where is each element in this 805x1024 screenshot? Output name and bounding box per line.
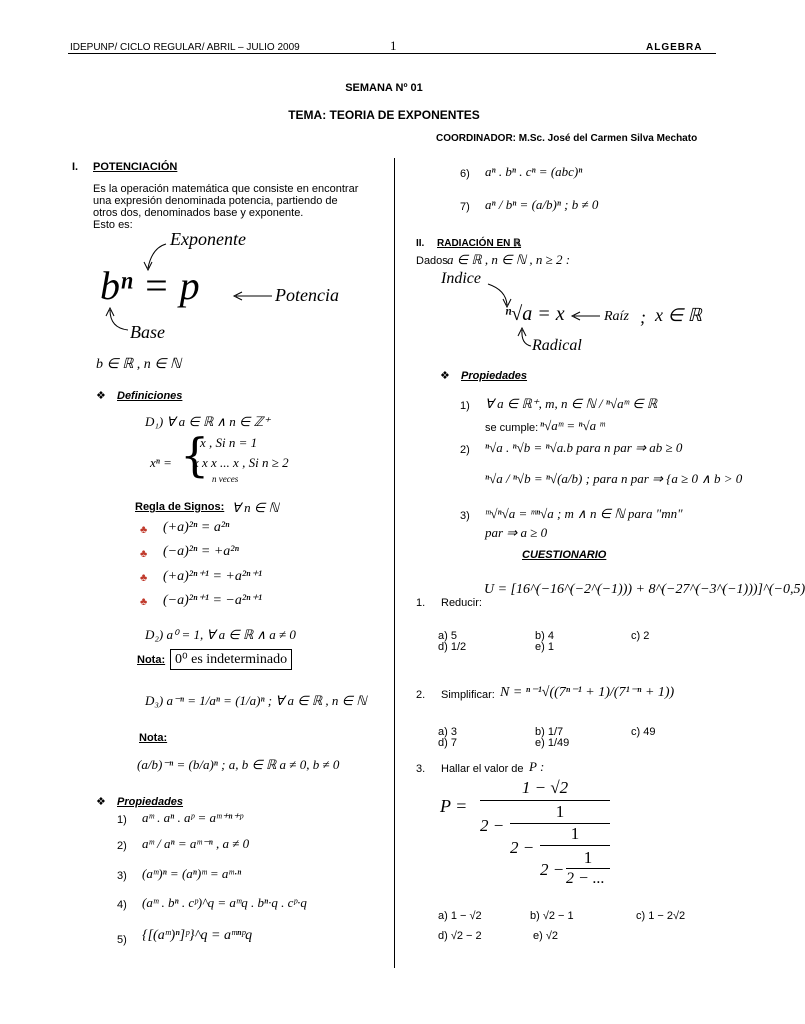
nota2-label: Nota: [139, 732, 168, 744]
definitions-bullet-icon: ❖ [96, 390, 106, 402]
sign-bullet-icon: ♣ [140, 548, 148, 560]
section2-number: II. [416, 238, 425, 249]
radical-prop-2a: ⁿ√a . ⁿ√b = ⁿ√a.b para n par ⇒ ab ≥ 0 [485, 440, 683, 455]
domain-b-n: b ∈ ℝ , n ∈ ℕ [96, 357, 182, 372]
d1-under-label: n veces [212, 474, 239, 484]
label-base: Base [130, 322, 165, 342]
section1-number: I. [72, 161, 79, 173]
q3-option-a: a) 1 − √2 [438, 910, 482, 922]
q1-number: 1. [416, 597, 426, 609]
q2-text: Simplificar: [441, 689, 495, 701]
header-course: IDEPUNP/ CICLO REGULAR/ ABRIL – JULIO 2009 [70, 42, 300, 53]
q3-variable: P : [529, 759, 545, 774]
prop-5-number: 5) [117, 934, 127, 946]
props-label: Propiedades [117, 796, 184, 808]
d1-case-2: x x x ... x , Si n ≥ 2 [193, 455, 289, 470]
nota-box: 0⁰ es indeterminado [170, 649, 292, 670]
prop-1-number: 1) [117, 814, 127, 826]
props-bullet-icon: ❖ [96, 796, 106, 808]
root-semicolon: ; [640, 307, 646, 327]
radical-props-label: Propiedades [461, 370, 528, 382]
nota2-formula: (a/b)⁻ⁿ = (b/a)ⁿ ; a, b ∈ ℝ a ≠ 0, b ≠ 0 [137, 757, 340, 772]
sign-bullet-icon: ♣ [140, 572, 148, 584]
q3-number: 3. [416, 763, 426, 775]
radical-props-bullet-icon: ❖ [440, 370, 450, 382]
q2-option-d: d) 7 [438, 737, 457, 749]
intro-line-3: otros dos, denominados base y exponente. [93, 207, 304, 219]
q1-option-e: e) 1 [535, 641, 554, 653]
radical-prop-1b-label: se cumple: [485, 422, 539, 434]
q2-expression: N = ⁿ⁻¹√((7ⁿ⁻¹ + 1)/(7¹⁻ⁿ + 1)) [500, 685, 675, 700]
q2-option-c: c) 49 [631, 726, 656, 738]
radical-prop-1b: ⁿ√aᵐ = ⁿ√a ᵐ [540, 418, 605, 433]
sign-rule-4: (−a)²ⁿ⁺¹ = −a²ⁿ⁺¹ [163, 593, 263, 608]
definitions-label: Definiciones [117, 390, 183, 402]
signs-label: Regla de Signos: [135, 501, 225, 513]
main-power-formula: bⁿ = p [100, 263, 200, 308]
label-raiz: Raíz [604, 309, 629, 324]
q3-option-d: d) √2 − 2 [438, 930, 482, 942]
q2-option-b: b) 1/7 [535, 726, 564, 738]
prop-7-number: 7) [460, 201, 470, 213]
prop-2-number: 2) [117, 840, 127, 852]
intro-line-2: una expresión denominada potencia, partiendo de [93, 195, 338, 207]
q2-number: 2. [416, 689, 426, 701]
section2-heading: RADIACIÓN EN ℝ [437, 238, 522, 249]
d2-definition: D₂) a⁰ = 1, ∀ a ∈ ℝ ∧ a ≠ 0 [145, 627, 296, 642]
q2-option-e: e) 1/49 [535, 737, 570, 749]
prop-4-formula: (aᵐ . bⁿ . cᵖ)^q = aᵐq . bⁿ·q . cᵖ·q [142, 895, 307, 910]
label-indice: Indice [441, 270, 481, 287]
prop-2-formula: aᵐ / aⁿ = aᵐ⁻ⁿ , a ≠ 0 [142, 836, 250, 851]
cuestionario-heading: CUESTIONARIO [522, 549, 607, 561]
sign-rule-1: (+a)²ⁿ = a²ⁿ [163, 520, 230, 535]
dados-label: Dados [416, 255, 448, 267]
header-subject: ALGEBRA [646, 42, 703, 53]
prop-1-formula: aᵐ . aⁿ . aᵖ = aᵐ⁺ⁿ⁺ᵖ [142, 810, 243, 825]
q3-continued-fraction: P = 1 − √2 2 − 1 2 − 1 2 − 1 2 − ... [440, 778, 620, 896]
label-potencia: Potencia [275, 285, 339, 305]
q1-text: Reducir: [441, 597, 482, 609]
q1-expression: U = [16^(−16^(−2^(−1))) + 8^(−27^(−3^(−1)))]^(−0,5) [484, 582, 805, 597]
prop-3-number: 3) [117, 870, 127, 882]
root-formula: ⁿ√a = x [505, 303, 565, 325]
prop-4-number: 4) [117, 899, 127, 911]
sign-rule-3: (+a)²ⁿ⁺¹ = +a²ⁿ⁺¹ [163, 569, 263, 584]
d1-condition: D₁) ∀ a ∈ ℝ ∧ n ∈ ℤ⁺ [145, 414, 271, 429]
dados-expr: a ∈ ℝ , n ∈ ℕ , n ≥ 2 : [447, 252, 571, 267]
radical-prop-3: ᵐ√ⁿ√a = ᵐⁿ√a ; m ∧ n ∈ ℕ para "mn" [485, 506, 683, 521]
prop-6-formula: aⁿ . bⁿ . cⁿ = (abc)ⁿ [485, 164, 583, 179]
radical-prop-3b: par ⇒ a ≥ 0 [485, 525, 548, 540]
week-title: SEMANA Nº 01 [345, 82, 423, 94]
radical-prop-1: ∀ a ∈ ℝ⁺, m, n ∈ ℕ / ⁿ√aᵐ ∈ ℝ [485, 396, 658, 411]
q1-option-d: d) 1/2 [438, 641, 467, 653]
radical-prop-1-number: 1) [460, 400, 470, 412]
prop-3-formula: (aᵐ)ⁿ = (aⁿ)ᵐ = aᵐ·ⁿ [142, 866, 242, 881]
section1-heading: POTENCIACIÓN [93, 161, 178, 173]
d1-lhs: xⁿ = [150, 455, 172, 470]
q1-option-c: c) 2 [631, 630, 650, 642]
topic-title: TEMA: TEORIA DE EXPONENTES [288, 108, 480, 122]
page-number: 1 [390, 38, 397, 53]
d1-case-1: x , Si n = 1 [200, 435, 258, 450]
root-condition: x ∈ ℝ [655, 305, 702, 325]
prop-5-formula: {[(aᵐ)ⁿ]ᵖ}^q = aᵐⁿᵖq [142, 928, 253, 943]
sign-rule-2: (−a)²ⁿ = +a²ⁿ [163, 544, 239, 559]
radical-prop-3-number: 3) [460, 510, 470, 522]
prop-6-number: 6) [460, 168, 470, 180]
intro-line-4: Esto es: [93, 219, 133, 231]
label-radical: Radical [532, 337, 582, 354]
coordinator: COORDINADOR: M.Sc. José del Carmen Silva Mechato [436, 133, 698, 144]
d1-brace: { [180, 428, 210, 482]
q3-option-e: e) √2 [533, 930, 558, 942]
q3-option-c: c) 1 − 2√2 [636, 910, 686, 922]
prop-7-formula: aⁿ / bⁿ = (a/b)ⁿ ; b ≠ 0 [485, 197, 599, 212]
q1-option-b: b) 4 [535, 630, 554, 642]
q1-option-a: a) 5 [438, 630, 457, 642]
sign-bullet-icon: ♣ [140, 524, 148, 536]
d3-definition: D₃) a⁻ⁿ = 1/aⁿ = (1/a)ⁿ ; ∀ a ∈ ℝ , n ∈ ℕ [145, 693, 367, 708]
sign-bullet-icon: ♣ [140, 596, 148, 608]
signs-condition: ∀ n ∈ ℕ [232, 500, 279, 515]
nota-label: Nota: [137, 654, 166, 666]
intro-line-1: Es la operación matemática que consiste en encontrar [93, 183, 359, 195]
radical-prop-2b: ⁿ√a / ⁿ√b = ⁿ√(a/b) ; para n par ⇒ {a ≥ 0 ∧ b > 0 [485, 471, 743, 486]
label-exponente: Exponente [170, 229, 246, 249]
radical-prop-2-number: 2) [460, 444, 470, 456]
q3-option-b: b) √2 − 1 [530, 910, 574, 922]
q3-text: Hallar el valor de [441, 763, 524, 775]
q2-option-a: a) 3 [438, 726, 457, 738]
